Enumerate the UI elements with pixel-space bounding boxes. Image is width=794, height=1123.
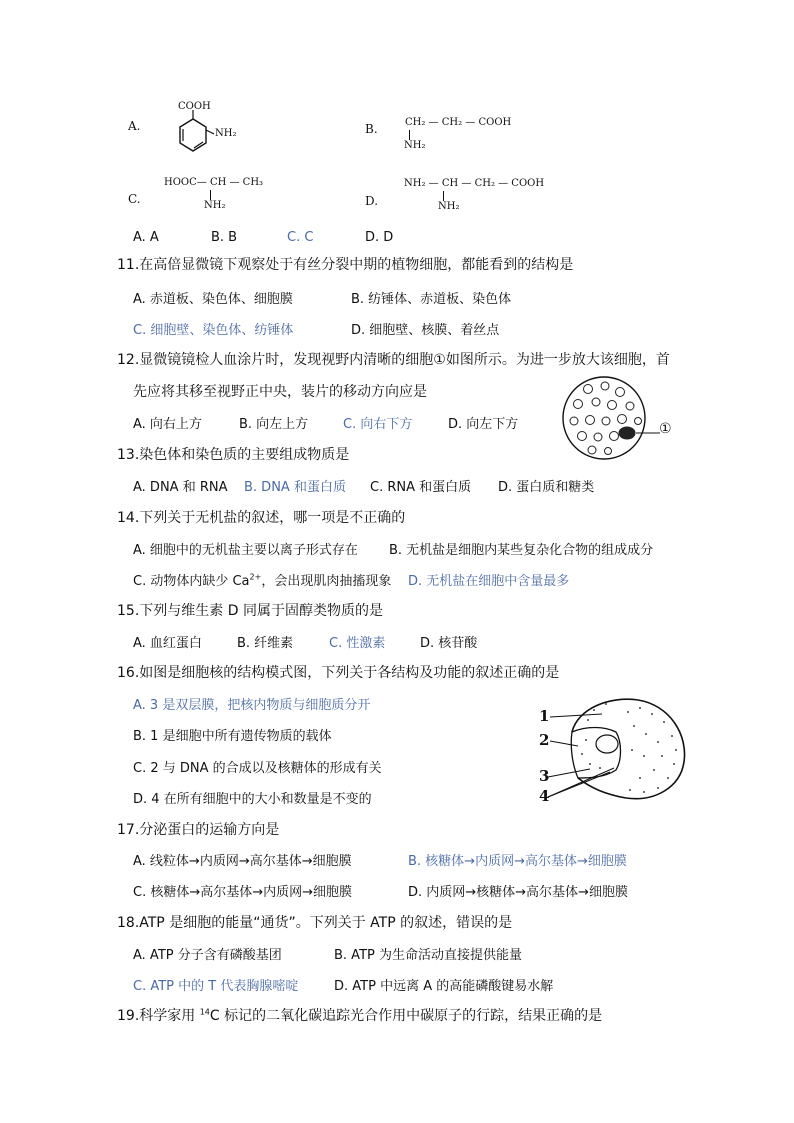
q14-option-b[interactable]: B. 无机盐是细胞内某些复杂化合物的组成成分: [389, 543, 654, 558]
nucleus-label-1: 1: [539, 707, 550, 725]
q16-stem: 16.如图是细胞核的结构模式图，下列关于各结构及功能的叙述正确的是: [117, 665, 560, 681]
q12-option-b[interactable]: B. 向左上方: [239, 417, 309, 432]
q11-option-b[interactable]: B. 纺锤体、赤道板、染色体: [351, 292, 512, 307]
q17-option-b[interactable]: B. 核糖体→内质网→高尔基体→细胞膜: [408, 854, 627, 869]
q14-option-c-text-end: ，会出现肌肉抽搐现象: [261, 574, 392, 589]
structure-d-nh2: NH₂: [438, 201, 460, 212]
structure-c-nh2: NH₂: [204, 200, 226, 211]
structure-b-chain: CH₂ — CH₂ — COOH: [405, 117, 512, 128]
structure-c-chain: HOOC— CH — CH₃: [164, 177, 264, 188]
target-cell: [619, 427, 636, 440]
q11-option-d[interactable]: D. 细胞壁、核膜、着丝点: [351, 323, 500, 338]
q19-stem-text: 19.科学家用: [117, 1008, 200, 1024]
option-d-label: D.: [365, 194, 379, 208]
nh2-label: NH₂: [215, 128, 237, 139]
q13-stem: 13.染色体和染色质的主要组成物质是: [117, 447, 350, 463]
q15-option-c[interactable]: C. 性激素: [329, 636, 386, 651]
q11-option-c[interactable]: C. 细胞壁、染色体、纺锤体: [133, 323, 294, 338]
q15-option-a[interactable]: A. 血红蛋白: [133, 636, 202, 651]
q16-option-c[interactable]: C. 2 与 DNA 的合成以及核糖体的形成有关: [133, 761, 382, 776]
q18-option-d[interactable]: D. ATP 中远离 A 的高能磷酸键易水解: [334, 979, 554, 994]
q10-option-a[interactable]: A. A: [133, 230, 159, 245]
q15-stem: 15.下列与维生素 D 同属于固醇类物质的是: [117, 603, 383, 619]
q18-stem: 18.ATP 是细胞的能量“通货”。下列关于 ATP 的叙述，错误的是: [117, 915, 513, 931]
q12-stem-line2: 先应将其移至视野正中央，装片的移动方向应是: [133, 384, 427, 400]
q14-option-c-text: C. 动物体内缺少 Ca: [133, 574, 250, 589]
q19-stem-text-end: C 标记的二氧化碳追踪光合作用中碳原子的行踪，结果正确的是: [209, 1008, 603, 1024]
q12-option-d[interactable]: D. 向左下方: [448, 417, 519, 432]
q17-option-d[interactable]: D. 内质网→核糖体→高尔基体→细胞膜: [408, 885, 628, 900]
microscope-field-figure: [560, 374, 690, 462]
option-b-label: B.: [365, 122, 378, 136]
q16-option-a[interactable]: A. 3 是双层膜，把核内物质与细胞质分开: [133, 698, 371, 713]
q13-option-c[interactable]: C. RNA 和蛋白质: [370, 480, 472, 495]
nucleus-label-2: 2: [539, 731, 550, 749]
q18-option-c[interactable]: C. ATP 中的 T 代表胸腺嘧啶: [133, 979, 299, 994]
bond-line: [210, 190, 211, 200]
q15-option-d[interactable]: D. 核苷酸: [420, 636, 478, 651]
superscript: 2+: [249, 572, 262, 582]
q11-option-a[interactable]: A. 赤道板、染色体、细胞膜: [133, 292, 293, 307]
nucleus-label-4: 4: [539, 787, 550, 805]
q12-option-c[interactable]: C. 向右下方: [343, 417, 413, 432]
bond-line: [409, 130, 410, 140]
q19-stem: [117, 1005, 602, 1025]
option-a-label: A.: [128, 119, 141, 133]
q12-stem-line1: 12.显微镜镜检人血涂片时，发现视野内清晰的细胞①如图所示。为进一步放大该细胞，首: [117, 352, 670, 368]
nucleus-label-3: 3: [539, 767, 550, 785]
cooh-label: COOH: [178, 101, 211, 112]
q14-option-d[interactable]: D. 无机盐在细胞中含量最多: [408, 574, 570, 589]
q10-option-d[interactable]: D. D: [365, 230, 394, 245]
q17-option-a[interactable]: A. 线粒体→内质网→高尔基体→细胞膜: [133, 854, 352, 869]
q13-option-d[interactable]: D. 蛋白质和糖类: [498, 480, 595, 495]
q16-option-d[interactable]: D. 4 在所有细胞中的大小和数量是不变的: [133, 792, 372, 807]
q18-option-b[interactable]: B. ATP 为生命活动直接提供能量: [334, 948, 522, 963]
q13-option-a[interactable]: A. DNA 和 RNA: [133, 480, 228, 495]
q10-option-c[interactable]: C. C: [287, 230, 314, 245]
q10-option-b[interactable]: B. B: [211, 230, 238, 245]
figure-label-1: ①: [659, 421, 672, 437]
q15-option-b[interactable]: B. 纤维素: [237, 636, 294, 651]
structure-b-nh2: NH₂: [404, 140, 426, 151]
q14-stem: 14.下列关于无机盐的叙述，哪一项是不正确的: [117, 510, 406, 526]
structure-d-chain: NH₂ — CH — CH₂ — COOH: [404, 178, 545, 189]
q12-option-a[interactable]: A. 向右上方: [133, 417, 202, 432]
q11-stem: 11.在高倍显微镜下观察处于有丝分裂中期的植物细胞，都能看到的结构是: [117, 257, 574, 273]
q14-option-c[interactable]: [133, 570, 391, 589]
q17-option-c[interactable]: C. 核糖体→高尔基体→内质网→细胞膜: [133, 885, 353, 900]
q17-stem: 17.分泌蛋白的运输方向是: [117, 822, 280, 838]
q14-option-a[interactable]: A. 细胞中的无机盐主要以离子形式存在: [133, 543, 358, 558]
q13-option-b[interactable]: B. DNA 和蛋白质: [244, 480, 346, 495]
q18-option-a[interactable]: A. ATP 分子含有磷酸基团: [133, 948, 282, 963]
superscript: 14: [199, 1007, 210, 1017]
nucleus-structure-figure: [530, 690, 690, 806]
option-c-label: C.: [128, 192, 141, 206]
q16-option-b[interactable]: B. 1 是细胞中所有遗传物质的载体: [133, 729, 332, 744]
bond-line: [443, 191, 444, 201]
